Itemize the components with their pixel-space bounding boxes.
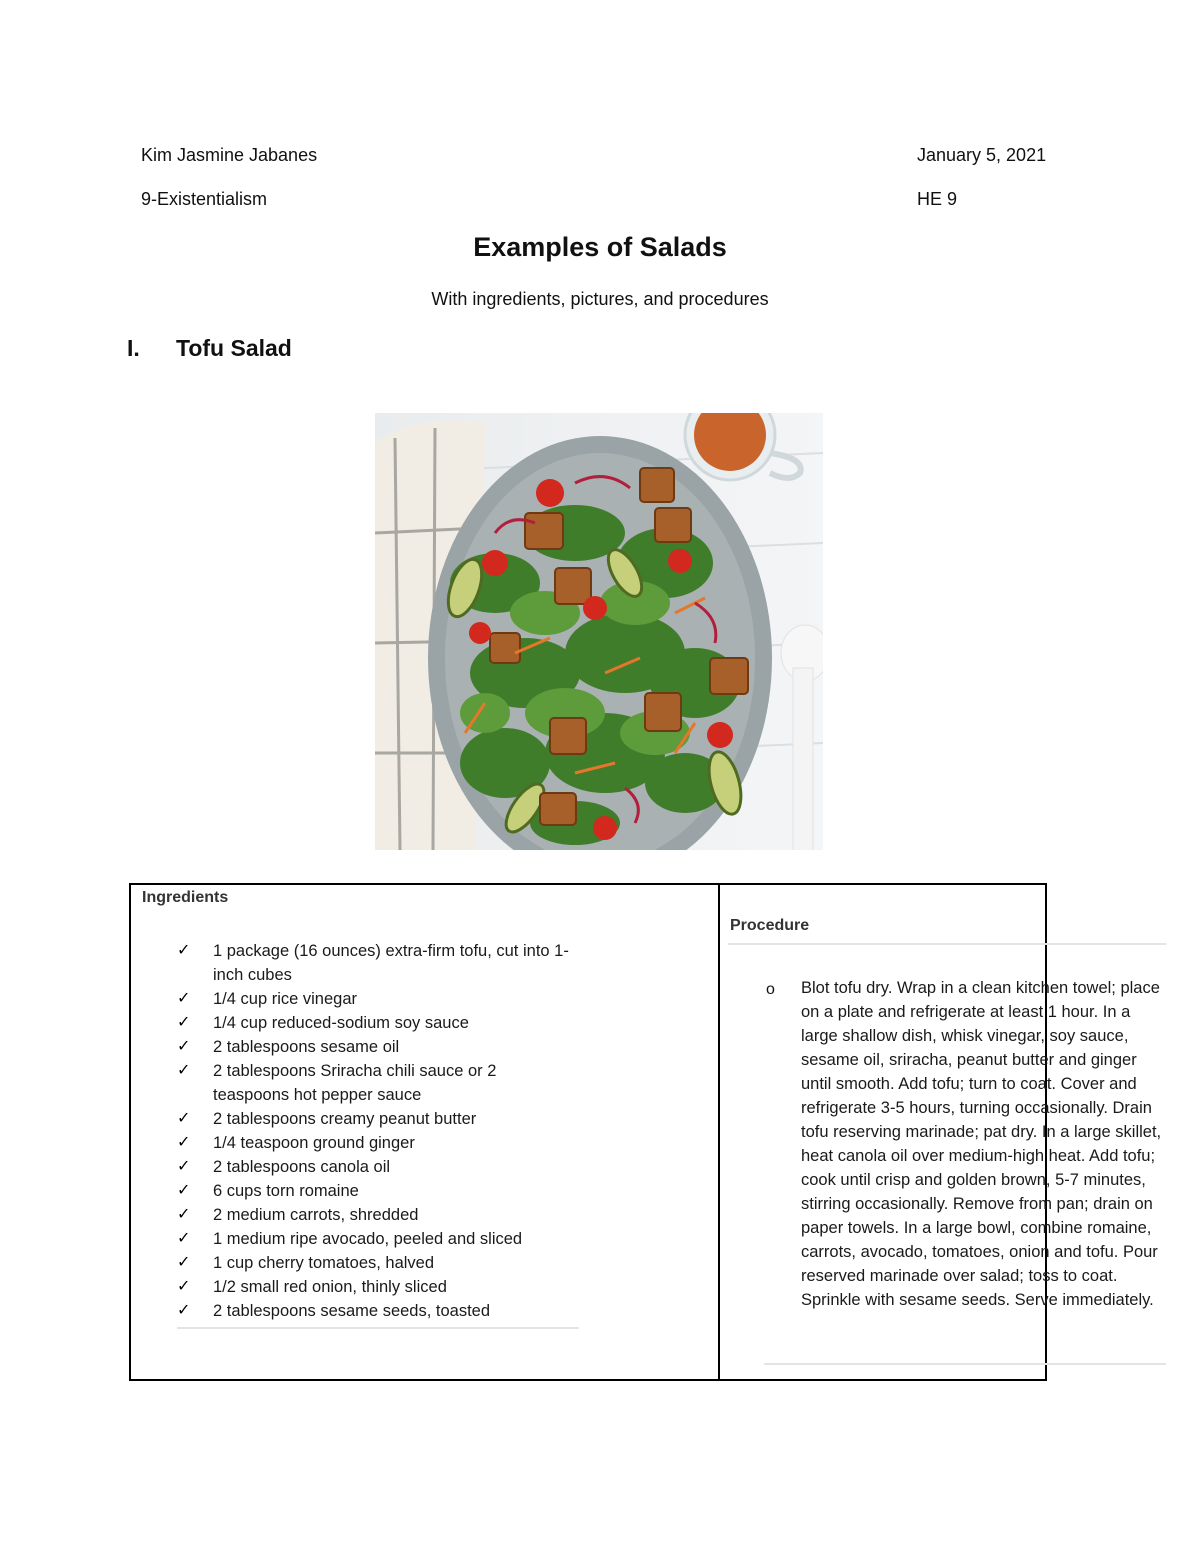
checkmark-icon: ✓ bbox=[177, 1302, 191, 1319]
procedure-cell bbox=[720, 885, 1162, 1379]
checkmark-icon: ✓ bbox=[177, 1230, 191, 1247]
list-item: ✓ 2 tablespoons creamy peanut butter bbox=[177, 1107, 577, 1131]
procedure-divider-top bbox=[728, 943, 1166, 945]
salad-photo bbox=[375, 413, 823, 850]
date: January 5, 2021 bbox=[917, 145, 1047, 165]
ingredients-divider bbox=[177, 1327, 579, 1329]
checkmark-icon: ✓ bbox=[177, 1038, 191, 1055]
checkmark-icon: ✓ bbox=[177, 1014, 191, 1031]
checkmark-icon: ✓ bbox=[177, 942, 191, 959]
list-item: ✓ 1/4 cup rice vinegar bbox=[177, 987, 577, 1011]
list-item: ✓ 1/2 small red onion, thinly sliced bbox=[177, 1275, 577, 1299]
procedure-heading: Procedure bbox=[730, 917, 810, 934]
checkmark-icon: ✓ bbox=[177, 990, 191, 1007]
section-number: I. bbox=[127, 335, 140, 361]
list-item: ✓ 6 cups torn romaine bbox=[177, 1179, 577, 1203]
student-name: Kim Jasmine Jabanes bbox=[141, 145, 318, 165]
list-item: ✓ 1/4 teaspoon ground ginger bbox=[177, 1131, 577, 1155]
checkmark-icon: ✓ bbox=[177, 1110, 191, 1127]
checkmark-icon: ✓ bbox=[177, 1182, 191, 1199]
checkmark-icon: ✓ bbox=[177, 1278, 191, 1295]
checkmark-icon: ✓ bbox=[177, 1158, 191, 1175]
checkmark-icon: ✓ bbox=[177, 1134, 191, 1151]
ingredients-list bbox=[177, 939, 577, 1323]
list-item: ✓ 2 tablespoons Sriracha chili sauce or 2 teaspoons hot pepper sauce bbox=[177, 1059, 577, 1107]
checkmark-icon: ✓ bbox=[177, 1206, 191, 1223]
subject: HE 9 bbox=[917, 189, 958, 209]
recipe-table bbox=[129, 883, 1162, 1381]
procedure-text: Blot tofu dry. Wrap in a clean kitchen towel; place on a plate and refrigerate at least 1 hour. In a large shallow dish, whisk vinegar, soy sauce, sesame oil, sriracha, peanut butter and ginger until smooth. Add tofu; turn to coat. Cover and refrigerate 3-5 hours, turning occasionally. Drain tofu reserving marinade; pat dry. In a large skillet, heat canola oil over medium-high heat. Add tofu; cook until crisp and golden brown, 5-7 minutes, stirring occasionally. Remove from pan; drain on paper towels. In a large bowl, combine romaine, carrots, avocado, tomatoes, onion and tofu. Pour reserved marinade over salad; toss to coat. Sprinkle with sesame seeds. Serve immediately. bbox=[801, 979, 1162, 1309]
class-section: 9-Existentialism bbox=[141, 189, 268, 209]
list-item: ✓ 2 tablespoons sesame seeds, toasted bbox=[177, 1299, 577, 1323]
checkmark-icon: ✓ bbox=[177, 1062, 191, 1079]
procedure-divider-bottom bbox=[764, 1363, 1166, 1365]
list-item: ✓ 2 tablespoons sesame oil bbox=[177, 1035, 577, 1059]
page-title: Examples of Salads bbox=[473, 232, 727, 262]
ingredients-heading: Ingredients bbox=[142, 889, 229, 906]
checkmark-icon: ✓ bbox=[177, 1254, 191, 1271]
list-item: ✓ 1/4 cup reduced-sodium soy sauce bbox=[177, 1011, 577, 1035]
page-subtitle: With ingredients, pictures, and procedures bbox=[431, 289, 769, 309]
list-item: ✓ 2 tablespoons canola oil bbox=[177, 1155, 577, 1179]
section-title: Tofu Salad bbox=[176, 335, 292, 361]
bullet-icon: o bbox=[766, 981, 775, 998]
list-item: ✓ 1 package (16 ounces) extra-firm tofu, cut into 1-inch cubes bbox=[177, 939, 577, 987]
list-item: ✓ 2 medium carrots, shredded bbox=[177, 1203, 577, 1227]
list-item: ✓ 1 medium ripe avocado, peeled and sliced bbox=[177, 1227, 577, 1251]
list-item: ✓ 1 cup cherry tomatoes, halved bbox=[177, 1251, 577, 1275]
